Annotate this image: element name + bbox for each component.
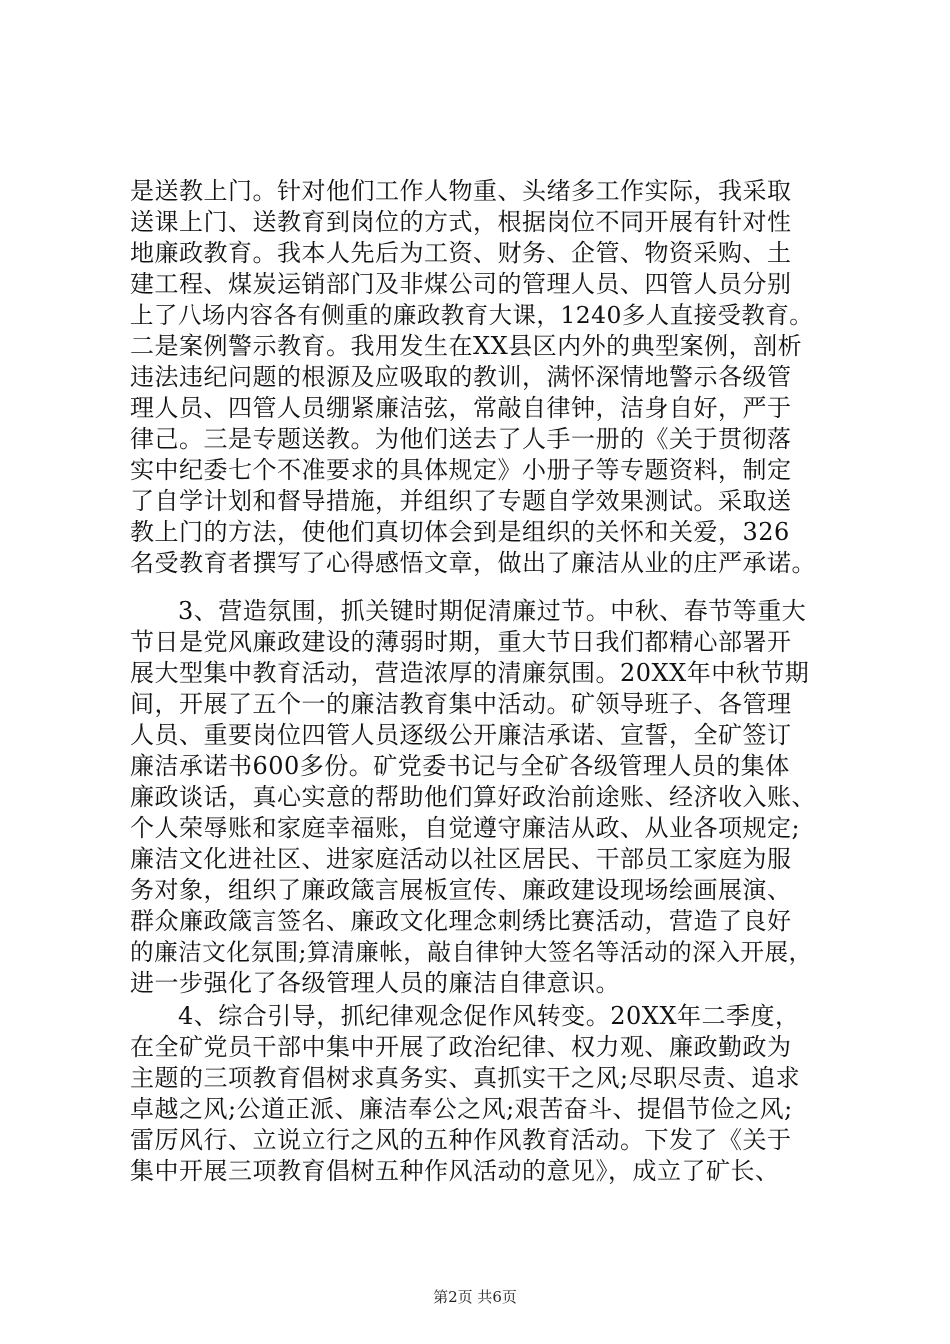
text-line: 建工程、煤炭运销部门及非煤公司的管理人员、四管人员分别 bbox=[130, 270, 792, 298]
text-line: 了自学计划和督导措施，并组织了专题自学效果测试。采取送 bbox=[130, 487, 792, 515]
text-line: 展大型集中教育活动，营造浓厚的清廉氛围。20XX年中秋节期 bbox=[130, 659, 810, 687]
text-line: 节日是党风廉政建设的薄弱时期，重大节日我们都精心部署开 bbox=[130, 628, 792, 656]
text-line: 名受教育者撰写了心得感悟文章，做出了廉洁从业的庄严承诺。 bbox=[130, 549, 816, 577]
text-line: 4、综合引导，抓纪律观念促作风转变。20XX年二季度， bbox=[178, 1002, 800, 1030]
text-line: 上了八场内容各有侧重的廉政教育大课，1240多人直接受教育。 bbox=[130, 301, 814, 329]
paragraph-holiday-atmosphere bbox=[130, 596, 820, 999]
text-line: 廉政谈话，真心实意的帮助他们算好政治前途账、经济收入账、 bbox=[130, 783, 816, 811]
text-line: 3、营造氛围，抓关键时期促清廉过节。中秋、春节等重大 bbox=[178, 597, 807, 625]
text-line: 人员、重要岗位四管人员逐级公开廉洁承诺、宣誓，全矿签订 bbox=[130, 721, 792, 749]
text-line: 的廉洁文化氛围;算清廉帐，敲自律钟大签名等活动的深入开展， bbox=[130, 938, 813, 966]
text-line: 地廉政教育。我本人先后为工资、财务、企管、物资采购、土 bbox=[130, 239, 792, 267]
paragraph-education-delivery bbox=[130, 176, 820, 579]
text-line: 群众廉政箴言签名、廉政文化理念刺绣比赛活动，营造了良好 bbox=[130, 907, 792, 935]
text-line: 送课上门、送教育到岗位的方式，根据岗位不同开展有针对性 bbox=[130, 208, 792, 236]
text-line: 教上门的方法，使他们真切体会到是组织的关怀和关爱，326 bbox=[130, 518, 790, 546]
text-line: 二是案例警示教育。我用发生在XX县区内外的典型案例，剖析 bbox=[130, 332, 803, 360]
text-line: 间，开展了五个一的廉洁教育集中活动。矿领导班子、各管理 bbox=[130, 690, 792, 718]
text-line: 理人员、四管人员绷紧廉洁弦，常敲自律钟，洁身自好，严于 bbox=[130, 394, 792, 422]
text-line: 在全矿党员干部中集中开展了政治纪律、权力观、廉政勤政为 bbox=[130, 1033, 792, 1061]
paragraph-discipline-guidance bbox=[130, 1001, 820, 1187]
text-line: 卓越之风;公道正派、廉洁奉公之风;艰苦奋斗、提倡节俭之风; bbox=[130, 1095, 793, 1123]
text-line: 个人荣辱账和家庭幸福账，自觉遵守廉洁从政、从业各项规定; bbox=[130, 814, 801, 842]
text-line: 廉洁承诺书600多份。矿党委书记与全矿各级管理人员的集体 bbox=[130, 752, 790, 780]
text-line: 实中纪委七个不准要求的具体规定》小册子等专题资料，制定 bbox=[130, 456, 792, 484]
text-line: 雷厉风行、立说立行之风的五种作风教育活动。下发了《关于 bbox=[130, 1126, 792, 1154]
text-line: 集中开展三项教育倡树五种作风活动的意见》，成立了矿长、 bbox=[130, 1157, 780, 1185]
text-line: 是送教上门。针对他们工作人物重、头绪多工作实际，我采取 bbox=[130, 177, 792, 205]
page-footer: 第2页 共6页 bbox=[433, 1288, 517, 1306]
text-line: 违法违纪问题的根源及应吸取的教训，满怀深情地警示各级管 bbox=[130, 363, 792, 391]
text-line: 进一步强化了各级管理人员的廉洁自律意识。 bbox=[130, 969, 620, 997]
text-line: 廉洁文化进社区、进家庭活动以社区居民、干部员工家庭为服 bbox=[130, 845, 792, 873]
text-line: 律己。三是专题送教。为他们送去了人手一册的《关于贯彻落 bbox=[130, 425, 792, 453]
text-line: 务对象，组织了廉政箴言展板宣传、廉政建设现场绘画展演、 bbox=[130, 876, 792, 904]
text-line: 主题的三项教育倡树求真务实、真抓实干之风;尽职尽责、追求 bbox=[130, 1064, 801, 1092]
